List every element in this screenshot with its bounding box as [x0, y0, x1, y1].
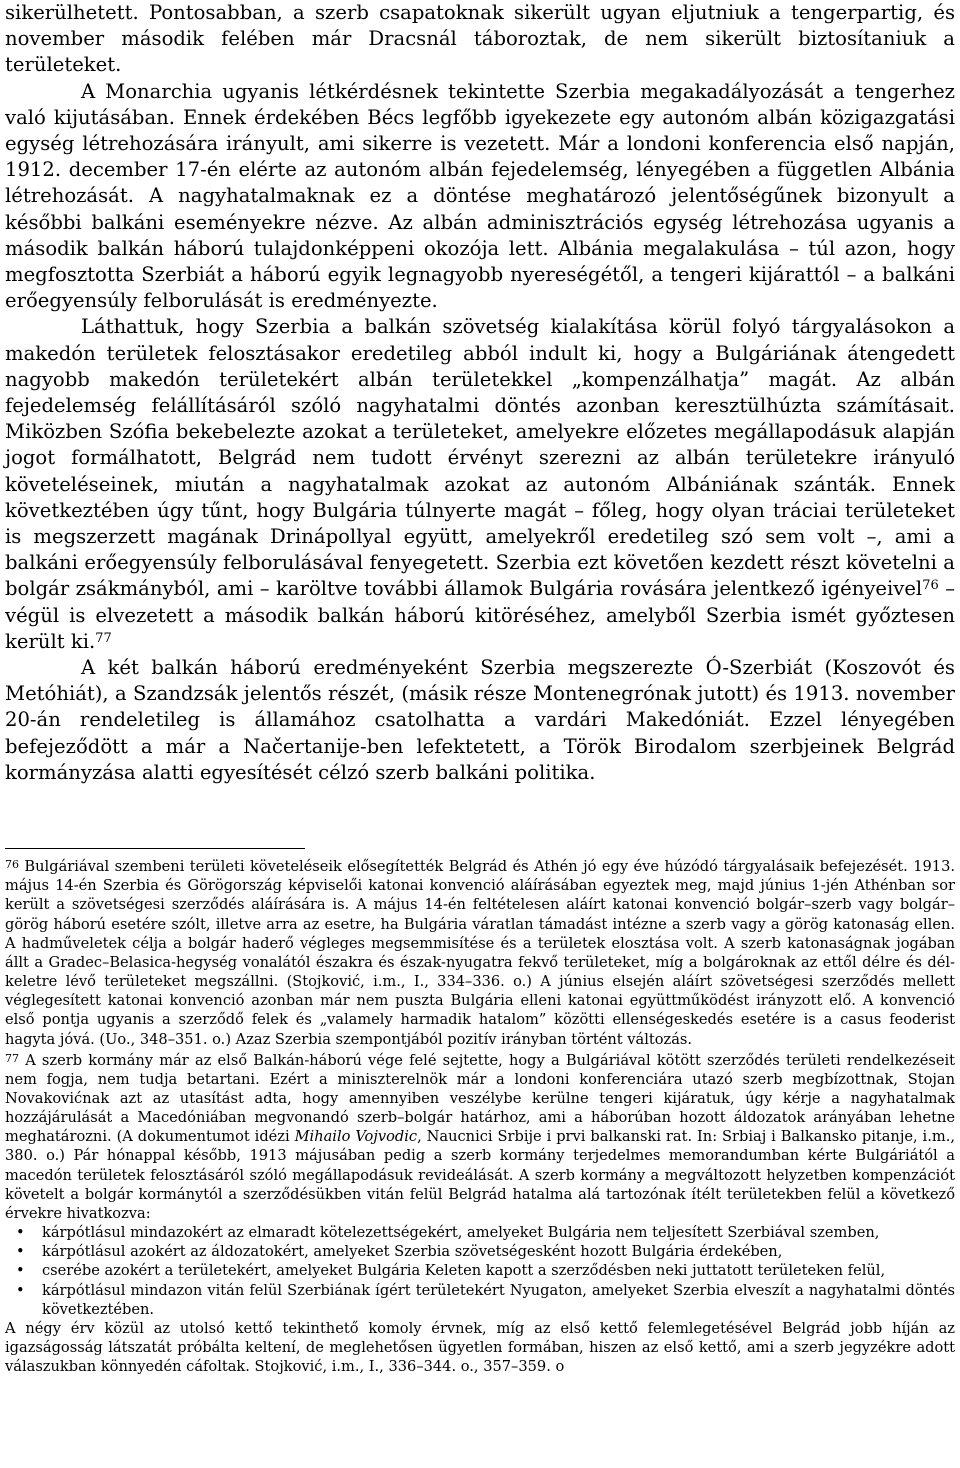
bullet-icon: •: [16, 1224, 25, 1242]
footnote-ref-77[interactable]: 77: [95, 630, 112, 646]
footnote-number: 77: [5, 1051, 19, 1065]
cited-author: Mihailo Vojvodic: [294, 1128, 418, 1146]
paragraph-3: [5, 314, 955, 655]
footnote-separator: [5, 848, 305, 849]
footnote-text: A szerb kormány már az első Balkán-háború vége felé sejtette, hogy a Bulgáriával kötött szerződés területi rendelkezéseit nem fogja, nem tudja betartani. Ezért a miniszterelnök már a londoni konferenciára utazó szerb megbízottnak, Stojan Novakovićnak azt az utasítást adta, hogy amennyiben veszélybe kerülne tengeri kijáratuk, úgy kérje a nagyhatalmak hozzájárulását a Macedóniában megvonandó szerb–bolgár határhoz, ami a háborúban hozott áldozatok arányában lehetne meghatározni. (A dokumentumot idézi: [5, 1051, 955, 1146]
paragraph-4: A két balkán háború eredményeként Szerbia megszerezte Ó-Szerbiát (Koszovót és Metóhiát), a Szandzsák jelentős részét, (másik része Montenegrónak jutott) és 1913. november 20-án rendeletileg is államához csatolhatta a vardári Makedóniát. Ezzel lényegében befejeződött a már a Načertanije-ben lefektetett, a Török Birodalom szerbjeinek Belgrád kormányzása alatti egyesítését célzó szerb balkáni politika.: [5, 656, 955, 784]
list-item: [5, 1261, 955, 1280]
footnote-text-cont: , Naucnici Srbije i prvi balkanski rat. In: Srbiaj i Balkansko pitanje, i.m., 380. o.) Pár hónappal később, 1913 májusában pedig a szerb kormány terjedelmes memorandumban kérte Bulgáriától a macedón területek felosztásáról szóló megállapodásuk revideálását. A szerb kormány a megváltozott helyzetben kompenzációt követelt a bolgár kormánytól a szerződésükben vitán felül Belgrád hatalma alá tartozónak ítélt területekben felül a következő érvekre hivatkozva:: [5, 1128, 955, 1222]
footnote-77: [5, 1049, 955, 1223]
paragraph-3-text-cont: – végül is elvezetett a második balkán háború kitöréséhez, amelyből Szerbia ismét győztesen került ki.: [5, 577, 955, 653]
list-item-text: cserébe azokért a területekért, amelyeket Bulgária Keleten kapott a szerződésben neki juttatott területeken felül,: [42, 1262, 886, 1280]
list-item: [5, 1223, 955, 1242]
bullet-icon: •: [16, 1243, 25, 1261]
paragraph-1: sikerülhetett. Pontosabban, a szerb csapatoknak sikerült ugyan eljutniuk a tengerpartig, és november második felében már Dracsnál táboroztak, de nem sikerült biztosítaniuk a területeket.: [5, 1, 955, 77]
list-item-text: kárpótlásul mindazon vitán felül Szerbiának ígért területekért Nyugaton, amelyeket Szerbia elveszít a nagyhatalmi döntés következtében.: [42, 1281, 955, 1318]
footnote-ref-76[interactable]: 76: [922, 578, 939, 594]
main-text: [5, 0, 955, 786]
spacer: [5, 786, 955, 848]
footnote-number: 76: [5, 858, 19, 872]
footnote-76: [5, 855, 955, 1049]
argument-list: [5, 1223, 955, 1319]
list-item-text: kárpótlásul azokért az áldozatokért, amelyeket Szerbia szövetségesként hozott Bulgária érdekében,: [42, 1243, 783, 1261]
footnotes: [5, 855, 955, 1376]
list-item-text: kárpótlásul mindazokért az elmaradt kötelezettségekért, amelyeket Bulgária nem teljesített Szerbiával szemben,: [42, 1224, 880, 1242]
footnote-77-closing: A négy érv közül az utolsó kettő tekinthető komoly érvnek, míg az első kettő felemlegetésével Belgrád jobb híján az igazságosság látszatát próbálta keltení, de meglehetősen ügyetlen formában, hiszen az első kettő, ami a szerb jegyzékre adott válaszukban könnyedén cáfoltak. Stojković, i.m., I., 336–344. o., 357–359. o: [5, 1319, 955, 1376]
list-item: [5, 1281, 955, 1319]
paragraph-2: A Monarchia ugyanis létkérdésnek tekintette Szerbia megakadályozását a tengerhez való kijutásában. Ennek érdekében Bécs legfőbb igyekezete egy autonóm albán közigazgatási egység létrehozására irányult, ami sikerre is vezetett. Már a londoni konferencia első napján, 1912. december 17-én elérte az autonóm albán fejedelemség, lényegében a független Albánia létrehozását. A nagyhatalmaknak ez a döntése meghatározó jelentőségűnek bizonyult a későbbi balkáni eseményekre nézve. Az albán adminisztrációs egység létrehozása ugyanis a második balkán háború tulajdonképpeni okozója lett. Albánia megalakulása – túl azon, hogy megfosztotta Szerbiát a háború egyik legnagyobb nyereségétől, a tengeri kijárattól – a balkáni erőegyensúly felborulását is eredményezte.: [5, 79, 955, 313]
bullet-icon: •: [16, 1262, 25, 1280]
document-page: [5, 0, 955, 1376]
list-item: [5, 1242, 955, 1261]
paragraph-3-text: Láthattuk, hogy Szerbia a balkán szövetség kialakítása körül folyó tárgyalásokon a makedón területek felosztásakor eredetileg abból indult ki, hogy a Bulgáriának átengedett nagyobb makedón területekért albán területekkel „kompenzálhatja” magát. Az albán fejedelemség felállításáról szóló nagyhatalmi döntés azonban keresztülhúzta számításait. Miközben Szófia bekebelezte azokat a területeket, amelyekre előzetes megállapodásuk alapján jogot formálhatott, Belgrád nem tudott érvényt szerezni az albán területekre irányuló követeléseinek, miután a nagyhatalmak azokat az autonóm Albániának szánták. Ennek következtében úgy tűnt, hogy Bulgária túlnyerte magát – főleg, hogy olyan tráciai területeket is megszerzett magának Drinápollyal együtt, amelyekről eredetileg szó sem volt –, ami a balkáni erőegyensúly felborulásával fenyegetett. Szerbia ezt követően kezdett részt követelni a bolgár zsákmányból, ami – karöltve további államok Bulgária rovására jelentkező igényeivel: [5, 315, 955, 601]
bullet-icon: •: [16, 1281, 25, 1299]
footnote-text: Bulgáriával szembeni területi követeléseik elősegítették Belgrád és Athén jó egy éve húzódó tárgyalásaik befejezését. 1913. május 14-én Szerbia és Görögország képviselői katonai konvenció aláírásában egyeztek meg, majd június 1-jén Athénban sor került a szövetségesi szerződés aláírására is. A május 14-én feltételesen aláírt katonai konvenció bolgár–szerb vagy bolgár–görög háború esetére szólt, illetve arra az esetre, ha Bulgária váratlan támadást intézne a szerb vagy a görög katonaság ellen. A hadműveletek célja a bolgár haderő végleges megsemmisítése és a területek elosztása volt. A szerb katonaságnak jogában állt a Gradec–Belasica-hegység vonalától északra és észak-nyugatra fekvő területeket, míg a bolgároknak az ettől délre és dél-keletre lévő területeket megszállni. (Stojković, i.m., I., 334–336. o.) A június elsején aláírt szövetségesi szerződés mellett véglegesített katonai konvenció azonban már nem puszta Bulgária elleni katonai együttműködést irányzott elő. A konvenció első pontja ugyanis a szerződő felek és „valamely harmadik hatalom” közötti ellenségeskedés esetére is a casus feoderist hagyta jóvá. (Uo., 348–351. o.) Azaz Szerbia szempontjából pozitív irányban történt változás.: [5, 858, 955, 1048]
